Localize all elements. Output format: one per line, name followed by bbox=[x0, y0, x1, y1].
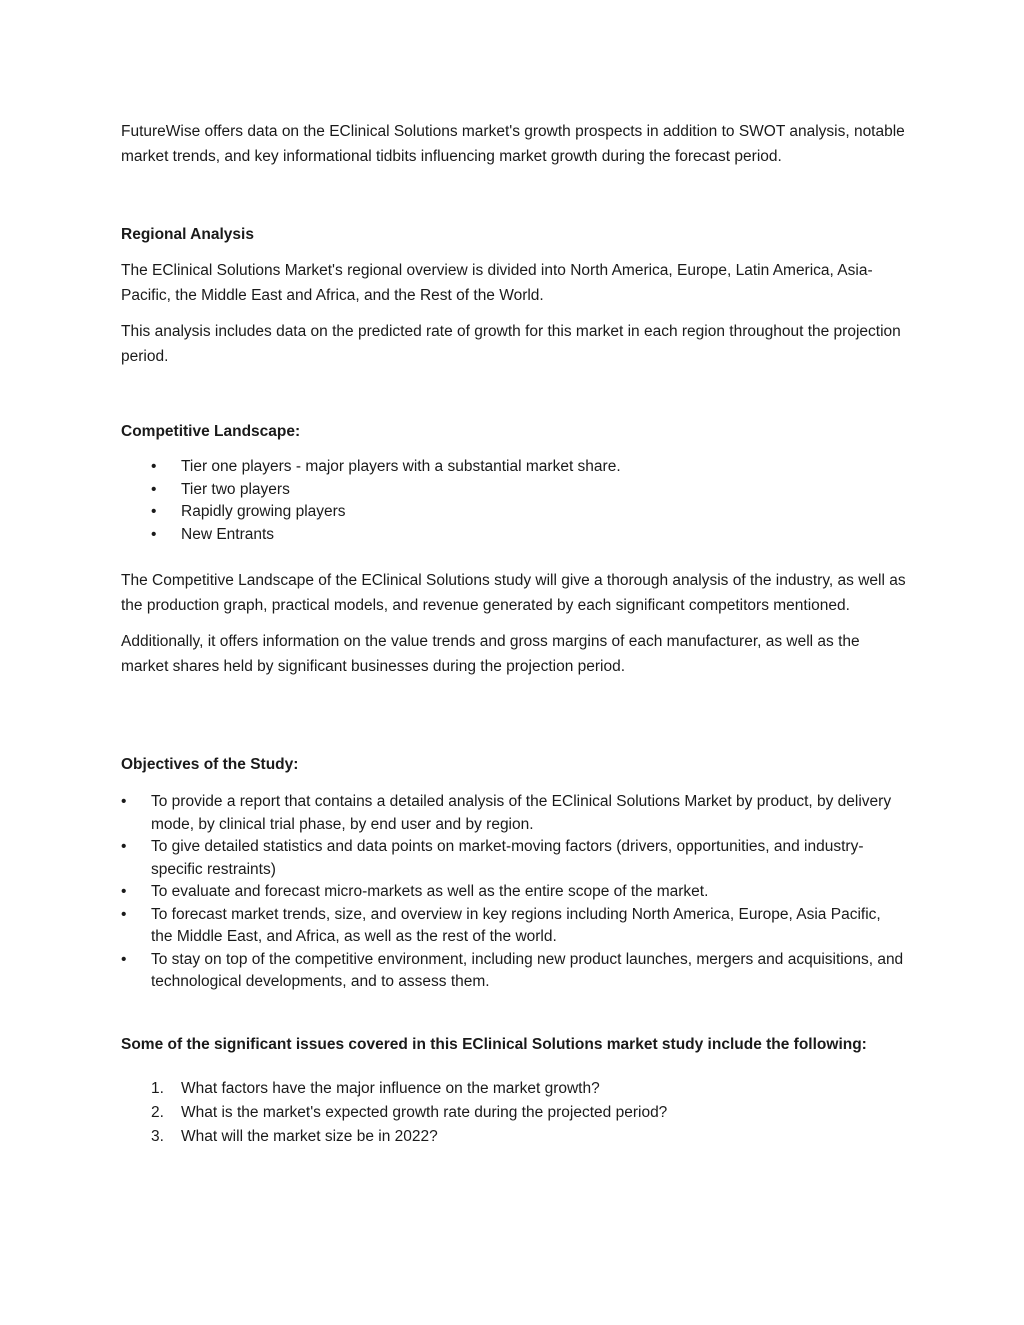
list-number: 1. bbox=[151, 1079, 164, 1097]
list-item bbox=[121, 456, 906, 479]
bullet-icon: • bbox=[121, 793, 127, 811]
intro-paragraph: FutureWise offers data on the EClinical Solutions market's growth prospects in addition to SWOT analysis, notable market trends, and key informational tidbits influencing market growth during the forecast period. bbox=[121, 123, 905, 165]
bullet-icon: • bbox=[121, 950, 127, 968]
list-item bbox=[121, 836, 906, 881]
objectives-list bbox=[121, 791, 906, 994]
competitive-paragraph: Additionally, it offers information on the value trends and gross margins of each manufacturer, as well as the market shares held by significant businesses during the projection period. bbox=[121, 633, 860, 675]
competitive-list bbox=[121, 456, 906, 546]
regional-paragraph: This analysis includes data on the predicted rate of growth for this market in each region throughout the projection period. bbox=[121, 323, 901, 365]
bullet-icon: • bbox=[151, 525, 157, 543]
list-item bbox=[121, 881, 906, 904]
issues-heading: Some of the significant issues covered in this EClinical Solutions market study include the following: bbox=[121, 1035, 867, 1053]
list-number: 2. bbox=[151, 1104, 164, 1122]
competitive-paragraph: The Competitive Landscape of the EClinical Solutions study will give a thorough analysis of the industry, as well as the production graph, practical models, and revenue generated by each significant competitors mentioned. bbox=[121, 572, 906, 614]
list-item bbox=[121, 949, 906, 994]
list-item bbox=[121, 1101, 906, 1125]
regional-analysis-heading: Regional Analysis bbox=[121, 226, 254, 243]
list-item bbox=[121, 791, 906, 836]
list-item bbox=[121, 904, 906, 949]
list-item-text: What factors have the major influence on the market growth? bbox=[181, 1079, 600, 1097]
list-number: 3. bbox=[151, 1128, 164, 1146]
list-item-text: What is the market's expected growth rate during the projected period? bbox=[181, 1104, 668, 1122]
list-item-text: Rapidly growing players bbox=[181, 503, 346, 521]
list-item bbox=[121, 479, 906, 502]
list-item bbox=[121, 524, 906, 547]
bullet-icon: • bbox=[121, 905, 127, 923]
list-item-text: To give detailed statistics and data points on market-moving factors (drivers, opportunities, and industry-specific restraints) bbox=[151, 838, 864, 878]
bullet-icon: • bbox=[151, 503, 157, 521]
list-item-text: Tier two players bbox=[181, 480, 290, 498]
list-item-text: To stay on top of the competitive environment, including new product launches, mergers and acquisitions, and technological developments, and to assess them. bbox=[151, 950, 904, 991]
document-page bbox=[121, 120, 906, 1149]
objectives-heading: Objectives of the Study: bbox=[121, 756, 299, 774]
list-item bbox=[121, 501, 906, 524]
bullet-icon: • bbox=[151, 480, 157, 498]
list-item-text: To forecast market trends, size, and overview in key regions including North America, Europe, Asia Pacific, the Middle East, and Africa, as well as the rest of the world. bbox=[151, 905, 881, 946]
list-item-text: What will the market size be in 2022? bbox=[181, 1128, 438, 1146]
list-item-text: To provide a report that contains a detailed analysis of the EClinical Solutions Market by product, by delivery mode, by clinical trial phase, by end user and by region. bbox=[151, 793, 892, 833]
list-item bbox=[121, 1125, 906, 1149]
list-item-text: New Entrants bbox=[181, 525, 275, 543]
regional-paragraph: The EClinical Solutions Market's regional overview is divided into North America, Europe, Latin America, Asia-Pacific, the Middle East and Africa, and the Rest of the World. bbox=[121, 262, 873, 304]
bullet-icon: • bbox=[151, 458, 157, 475]
list-item-text: Tier one players - major players with a substantial market share. bbox=[181, 458, 621, 475]
list-item bbox=[121, 1077, 906, 1101]
list-item-text: To evaluate and forecast micro-markets as well as the entire scope of the market. bbox=[151, 883, 709, 901]
competitive-landscape-heading: Competitive Landscape: bbox=[121, 423, 301, 440]
issues-list bbox=[121, 1077, 906, 1150]
bullet-icon: • bbox=[121, 838, 127, 856]
bullet-icon: • bbox=[121, 883, 127, 901]
